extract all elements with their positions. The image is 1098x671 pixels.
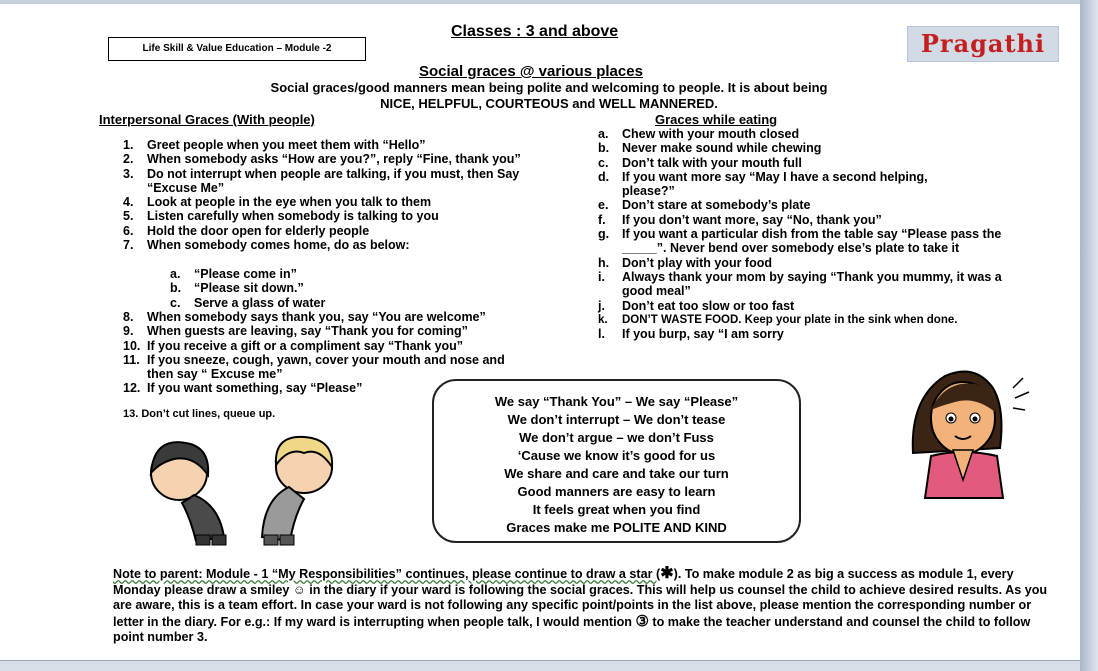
poem-line: Graces make me POLITE AND KIND [506, 520, 727, 535]
list-item: 9. When guests are leaving, say “Thank you for coming” [123, 324, 468, 339]
boy-blonde-hair-figure [262, 437, 332, 545]
pragathi-logo [907, 26, 1059, 62]
list-item: 6. Hold the door open for elderly people [123, 223, 370, 238]
list-item: i. Always thank your mom by saying “Thank you mummy, it was a good meal” [598, 269, 1002, 299]
note-to-parent [113, 566, 1058, 646]
list-item: 12. If you want something, say “Please” [123, 381, 363, 396]
sub-list [170, 267, 524, 310]
list-item: 8. When somebody says thank you, say “You are welcome” [123, 310, 486, 324]
list-item: 5. Listen carefully when somebody is talking to you [123, 209, 439, 224]
poem-line: We don’t argue – we don’t Fuss [519, 430, 714, 445]
namaste-girl-illustration [905, 358, 1035, 503]
list-item: 3. Do not interrupt when people are talking, if you must, then Say “Excuse Me” [123, 166, 520, 195]
list-item: k. DON’T WASTE FOOD. Keep your plate in the sink when done. [598, 313, 958, 326]
classes-title: Classes : 3 and above [451, 23, 619, 40]
item-13: 13. Don’t cut lines, queue up. [123, 408, 276, 420]
list-item: a. Chew with your mouth closed [598, 127, 800, 141]
list-item: 2. When somebody asks “How are you?”, reply “Fine, thank you” [123, 152, 521, 167]
list-item: 1. Greet people when you meet them with “Hello” [123, 138, 426, 152]
poem-line: We say “Thank You” – We say “Please” [494, 394, 739, 409]
poem-line: ‘Cause we know it’s good for us [517, 448, 716, 463]
list-item: l. If you burp, say “I am sorry [598, 327, 784, 342]
list-item: 11. If you sneeze, cough, yawn, cover your mouth and nose and then say “ Excuse me” [123, 352, 505, 382]
list-item: d. If you want more say “May I have a second helping, please?” [598, 169, 928, 199]
eating-heading: Graces while eating [655, 112, 778, 127]
poem-line: It feels great when you find [532, 502, 701, 517]
poem-line: We don’t interrupt – We don’t tease [507, 412, 726, 427]
interpersonal-list [123, 138, 547, 253]
logo-text: Pragathi [920, 29, 1046, 58]
star-symbol: ✱ [660, 565, 674, 582]
list-item: e. Don’t stare at somebody’s plate [598, 198, 811, 213]
module-label: Life Skill & Value Education – Module -2 [108, 37, 366, 61]
eating-list [598, 127, 1042, 342]
list-item: b. “Please sit down.” [170, 281, 304, 296]
intro-line-1: Social graces/good manners mean being polite and welcoming to people. It is about being [270, 80, 828, 95]
list-item: a. “Please come in” [170, 267, 297, 281]
note-part-2: ). To make module 2 as big a success as module 1, every Monday please draw a smiley ☺ in the diary if your ward is following the social graces. This will help us counsel the child to achieve desired results. As you are aware, this is a team effort. In case your ward is not following any specific point/points in the list above, please mention the corresponding number or letter in the diary. For e.g.: If my ward is interrupting when people talk, I would mention [113, 567, 1048, 629]
list-item: b. Never make sound while chewing [598, 141, 822, 156]
interpersonal-heading: Interpersonal Graces (With people) [99, 112, 315, 127]
note-part-3: to make the teacher understand and counsel the child to follow point number 3. [113, 614, 1031, 645]
boy-dark-hair-figure [151, 442, 226, 545]
note-part-1: Note to parent: Module - 1 “My Responsibilities” continues, please continue to draw a star ( [113, 567, 661, 581]
list-item: j. Don’t eat too slow or too fast [598, 298, 795, 313]
list-item: g. If you want a particular dish from the table say “Please pass the _____”. Never bend over somebody else’s plate to take it [598, 227, 1002, 256]
list-item: 4. Look at people in the eye when you talk to them [123, 195, 432, 210]
list-item: h. Don’t play with your food [598, 255, 772, 270]
circled-number: ③ [635, 612, 649, 630]
page-title: Social graces @ various places [419, 63, 643, 80]
list-item: c. Don’t talk with your mouth full [598, 155, 802, 170]
intro-line-2: NICE, HELPFUL, COURTEOUS and WELL MANNERED. [380, 96, 718, 111]
window-top-edge [0, 0, 1098, 4]
list-item: 7. When somebody comes home, do as below: [123, 238, 410, 253]
horizontal-scrollbar[interactable] [0, 660, 1080, 671]
poem-line: Good manners are easy to learn [517, 484, 716, 499]
list-item: 10. If you receive a gift or a compliment say “Thank you” [123, 338, 464, 353]
list-item: f. If you don’t want more, say “No, thank you” [598, 212, 882, 227]
list-item: c. Serve a glass of water [170, 295, 326, 310]
poem-line: We share and care and take our turn [504, 466, 729, 481]
bowing-kids-illustration [124, 425, 374, 550]
